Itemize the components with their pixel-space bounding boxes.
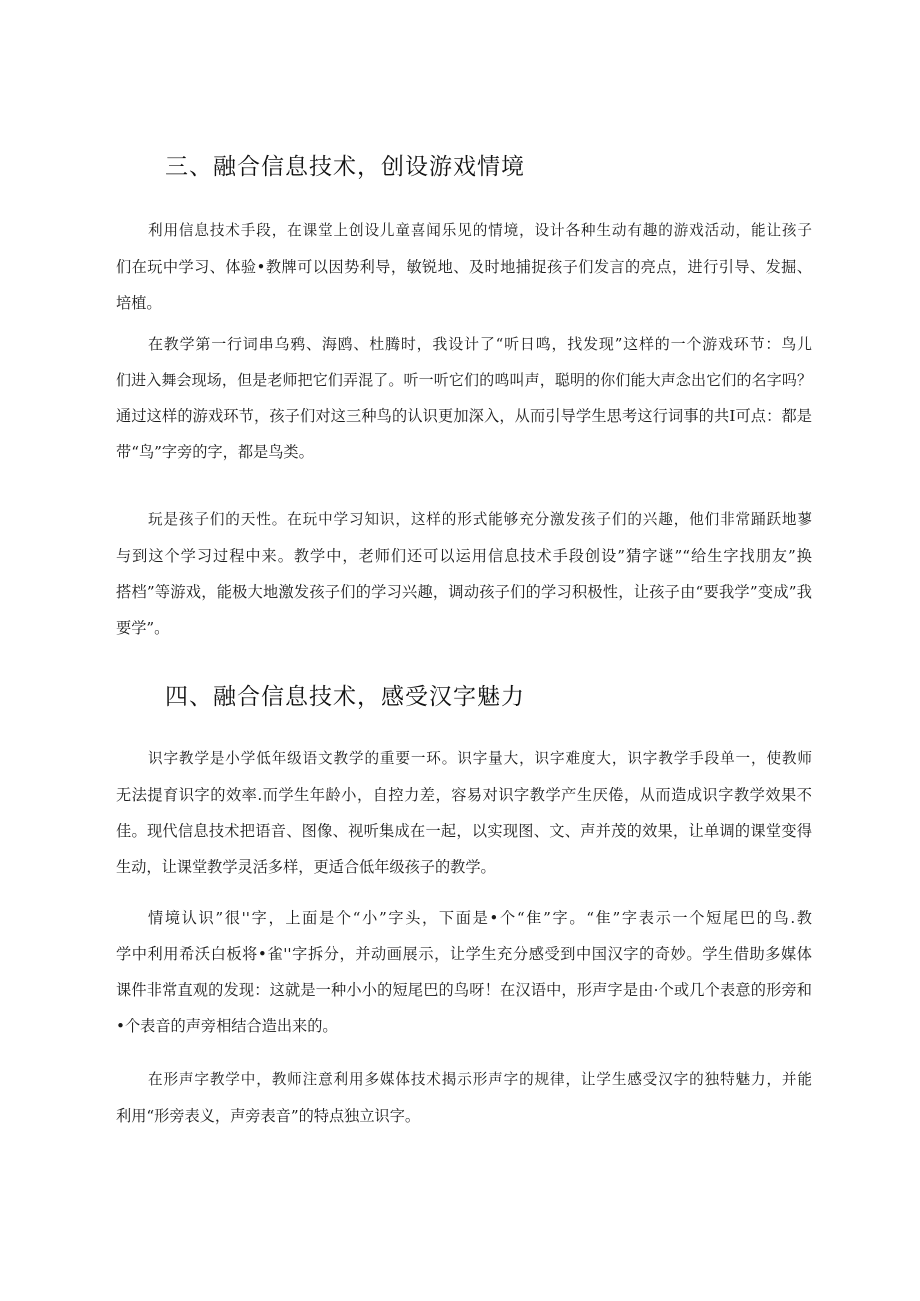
paragraph (116, 502, 812, 646)
paragraph-line: 搭档”等游戏，能极大地激发孩子们的学习兴趣，调动孩子们的学习积极性，让孩子由“要我学”变成”我 (116, 583, 812, 601)
paragraph (116, 213, 812, 321)
paragraph-line: 通过这样的游戏环节，孩子们对这三种鸟的认识更加深入，从而引导学生思考这行词事的共I可点：都是 (116, 407, 812, 425)
paragraph-line: 佳。现代信息技术把语音、图像、视听集成在一起，以实现图、文、声并茂的效果，让单调的课堂变得 (116, 822, 812, 840)
paragraph (116, 900, 812, 1044)
paragraph-line: 培植。 (116, 294, 162, 312)
paragraph (116, 1062, 812, 1134)
paragraph (116, 741, 812, 885)
paragraph-line: 玩是孩子们的天性。在玩中学习知识，这样的形式能够充分激发孩子们的兴趣，他们非常踊跃地蓼 (148, 511, 812, 528)
section-heading-4: 四、融合信息技术，感受汉字魅力 (165, 684, 525, 710)
paragraph-line: 无法提育识字的效率.而学生年龄小，自控力差，容易对识字教学产生厌倦，从而造成识字教学效果不 (116, 786, 812, 804)
paragraph (116, 326, 812, 470)
paragraph-line: •个表音的声旁相结合造出来的。 (116, 1017, 338, 1035)
paragraph-line: 们进入舞会现场，但是老师把它们弄混了。听一听它们的鸣叫声，聪明的你们能大声念出它们的名字吗？ (116, 371, 812, 389)
paragraph-line: 在教学第一行词串乌鸦、海鸥、杜腾时，我设计了“听日鸣，找发现”这样的一个游戏环节：鸟儿 (148, 335, 812, 353)
paragraph-line: 利用“形旁表义，声旁表音”的特点独立识字。 (116, 1107, 421, 1125)
paragraph-line: 情境认识”很''字，上面是个“小”字头，下面是•个“隹”字。“隹”字表示一个短尾巴的鸟.教 (148, 909, 812, 927)
paragraph-line: 在形声字教学中，教师注意利用多媒体技术揭示形声字的规律，让学生感受汉字的独特魅力，并能 (148, 1071, 812, 1088)
paragraph-line: 与到这个学习过程中来。教学中，老师们还可以运用信息技术手段创设”猜字谜”“给生字找朋友”换 (116, 547, 812, 565)
paragraph-line: 生动，让课堂教学灵活多样，更适合低年级孩子的教学。 (116, 858, 496, 876)
paragraph-line: 带“鸟”字旁的字，都是鸟类。 (116, 443, 314, 461)
paragraph-line: 利用信息技术手段，在课堂上创设儿童喜闻乐见的情境，设计各种生动有趣的游戏活动，能让孩子 (148, 222, 812, 239)
paragraph-line: 们在玩中学习、体验•教牌可以因势利导，敏锐地、及时地捕捉孩子们发言的亮点，进行引导、发掘、 (116, 258, 812, 276)
paragraph-line: 要学”。 (116, 619, 170, 637)
paragraph-line: 识字教学是小学低年级语文教学的重要一环。识字量大，识字难度大，识字教学手段单一，使教师 (148, 750, 812, 767)
section-heading-3: 三、融合信息技术，创设游戏情境 (165, 154, 525, 180)
paragraph-line: 学中利用希沃白板将•雀''字拆分，并动画展示，让学生充分感受到中国汉字的奇妙。学生借助多媒体 (116, 945, 812, 963)
paragraph-line: 课件非常直观的发现：这就是一种小小的短尾巴的鸟呀！在汉语中，形声字是由·个或几个表意的形旁和 (116, 981, 812, 999)
